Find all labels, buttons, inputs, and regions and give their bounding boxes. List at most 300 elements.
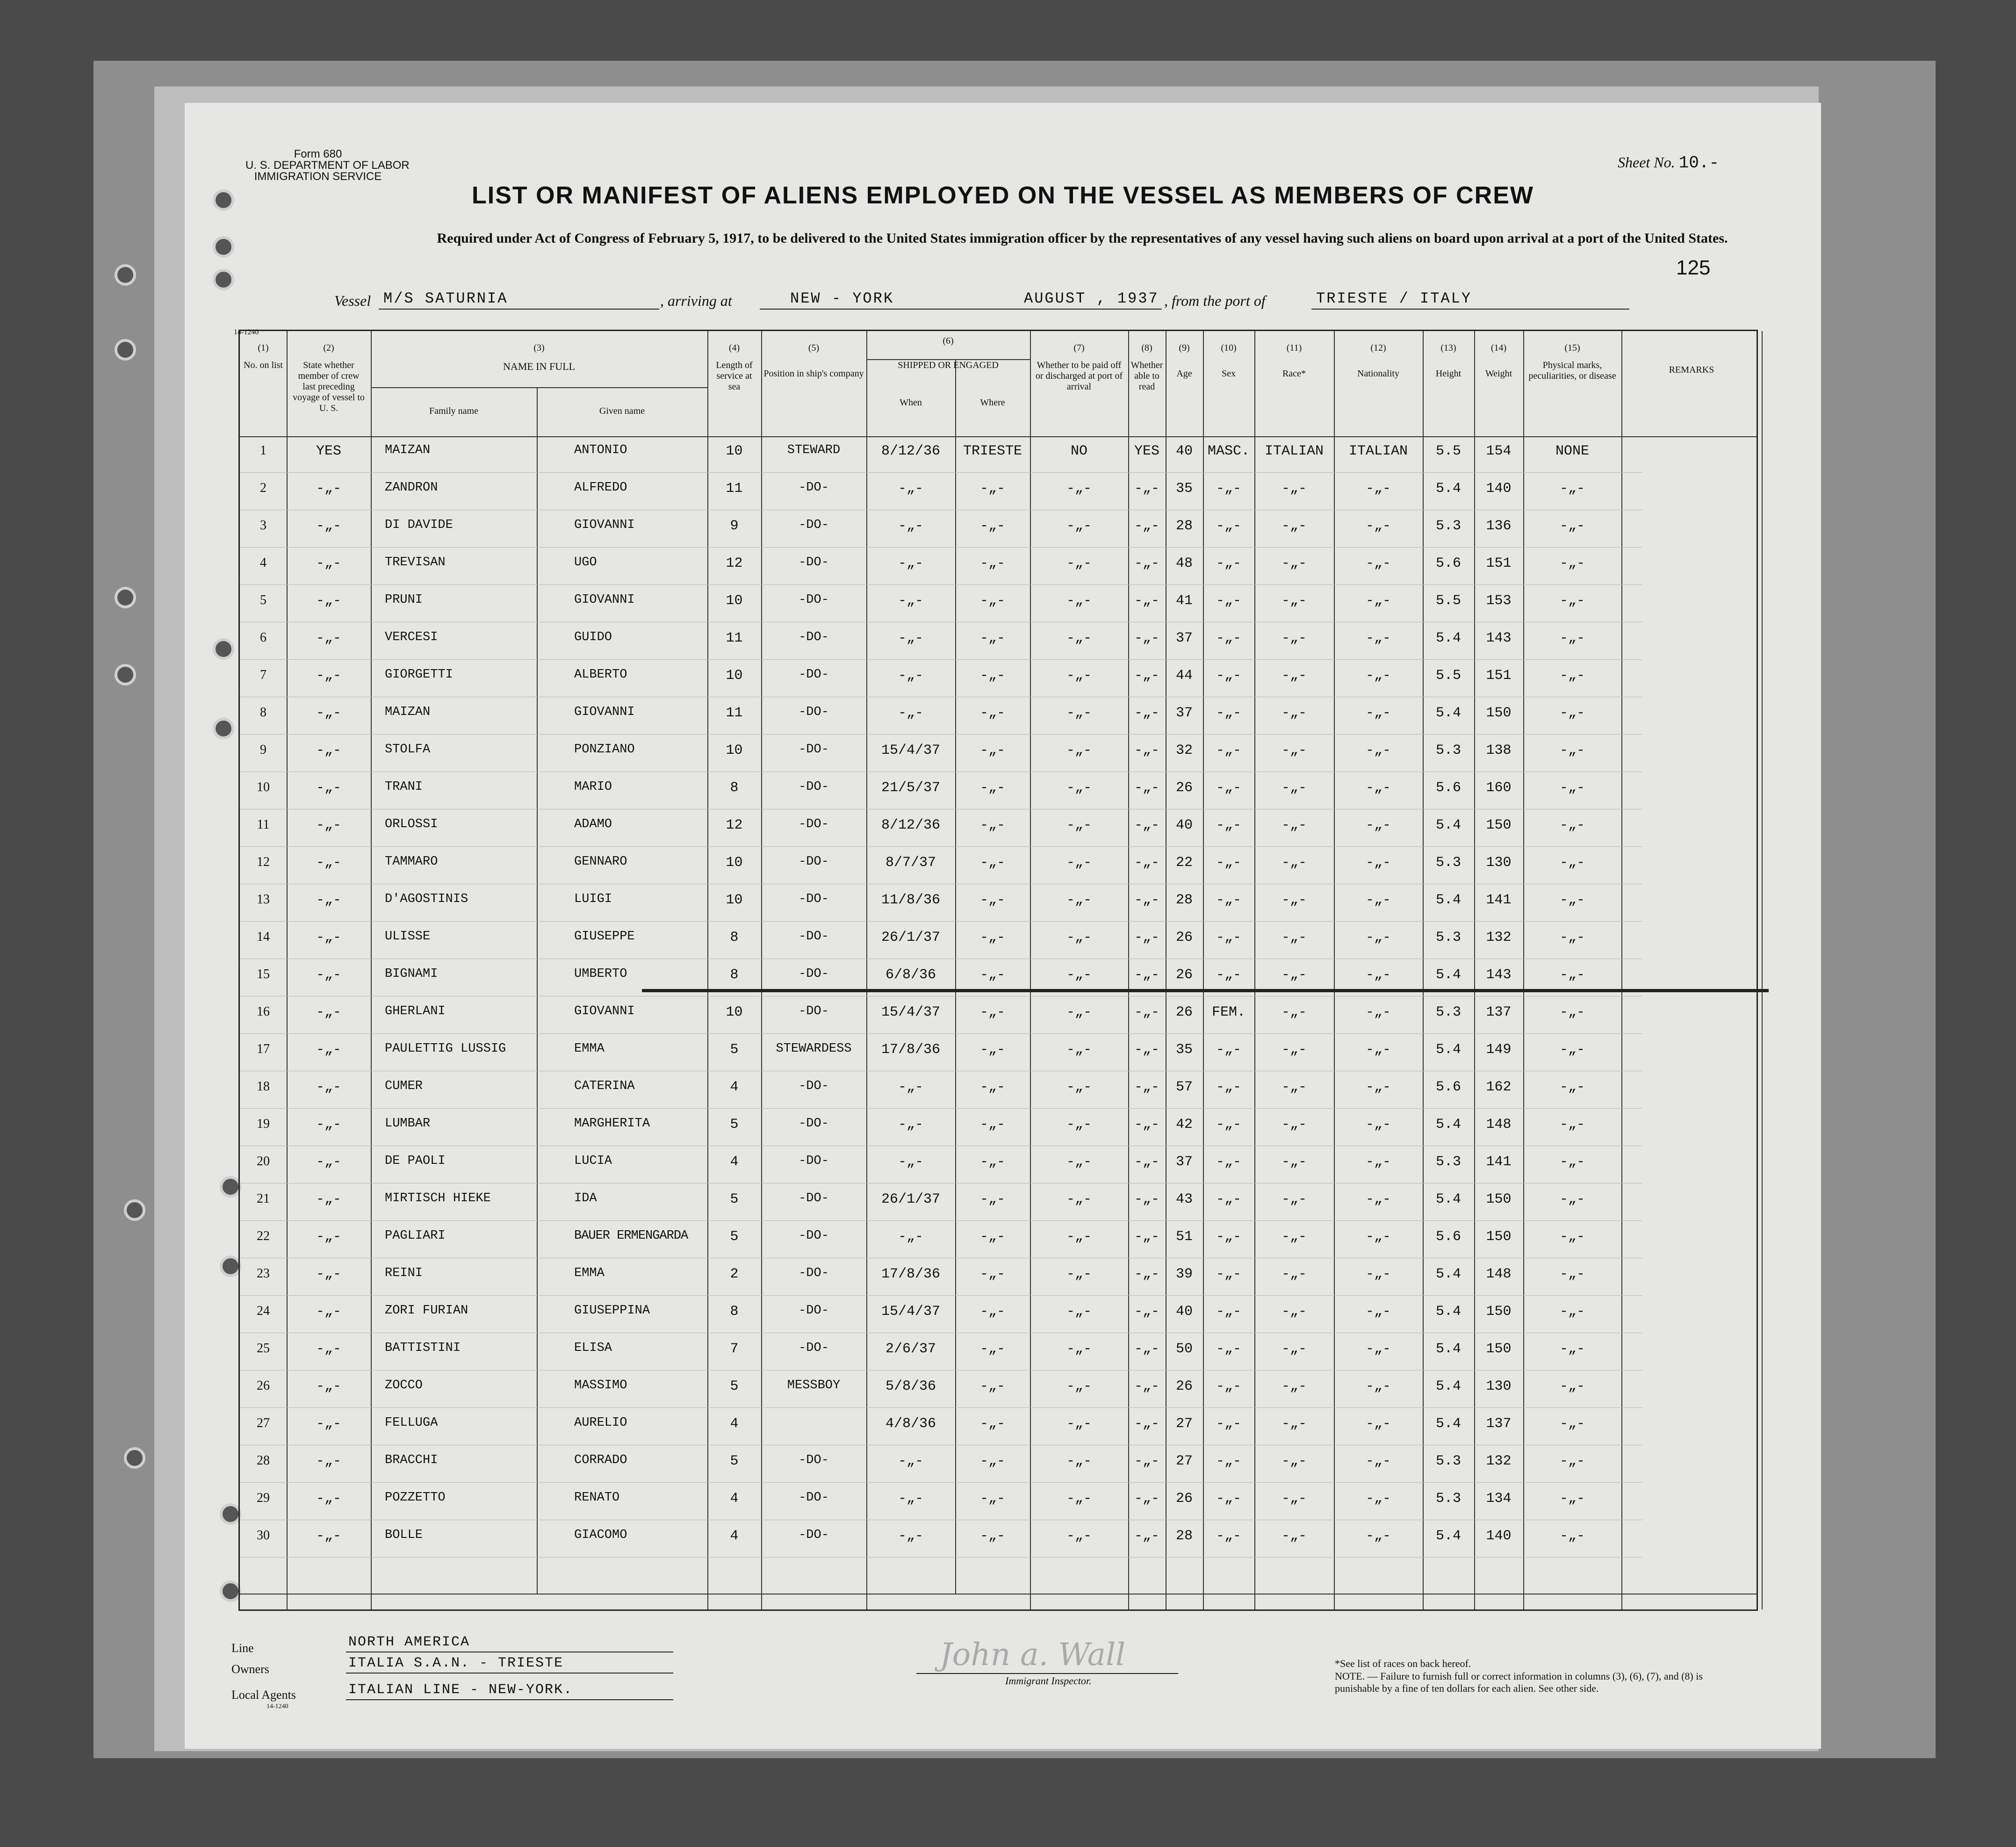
- cell-marks: -„-: [1559, 1416, 1585, 1432]
- cell-age: 43: [1175, 1191, 1193, 1207]
- cell-service: 2: [730, 1266, 739, 1282]
- cell-nat: -„-: [1365, 1453, 1391, 1469]
- cell-family: TRANI: [385, 780, 423, 794]
- cell-read: -„-: [1134, 1378, 1159, 1394]
- cell-height: 5.6: [1435, 780, 1461, 796]
- cell-prev: -„-: [316, 630, 341, 646]
- cell-paid: -„-: [1066, 1229, 1092, 1245]
- cell-height: 5.4: [1435, 1341, 1461, 1357]
- cell-given: GIOVANNI: [574, 518, 635, 532]
- cell-age: 28: [1175, 892, 1193, 908]
- cell-service: 8: [730, 967, 739, 983]
- cell-given: ADAMO: [574, 817, 612, 831]
- cell-service: 8: [730, 1304, 739, 1320]
- row-rule: [240, 472, 1642, 473]
- cell-age: 32: [1175, 743, 1193, 758]
- cell-service: 8: [730, 930, 739, 945]
- cell-family: TAMMARO: [385, 855, 438, 869]
- cell-where: -„-: [979, 1528, 1005, 1544]
- cell-prev: -„-: [316, 780, 341, 796]
- cell-position: -DO-: [799, 1117, 829, 1131]
- cell-position: -DO-: [799, 1191, 829, 1205]
- line-value: NORTH AMERICA: [348, 1634, 470, 1650]
- cell-height: 5.4: [1435, 481, 1461, 497]
- cell-sex: -„-: [1216, 1229, 1241, 1245]
- vessel-name: M/S SATURNIA: [383, 290, 508, 307]
- cell-sex: -„-: [1216, 930, 1241, 945]
- cell-paid: -„-: [1066, 855, 1092, 871]
- cell-race: -„-: [1281, 518, 1307, 534]
- cell-where: -„-: [979, 817, 1005, 833]
- cell-family: ULISSE: [385, 930, 431, 944]
- owners-underline: [346, 1673, 673, 1674]
- cell-weight: 140: [1486, 481, 1512, 497]
- cell-height: 5.6: [1435, 556, 1461, 571]
- cell-marks: -„-: [1559, 518, 1585, 534]
- cell-where: -„-: [979, 930, 1005, 945]
- cell-nat: -„-: [1365, 1229, 1391, 1245]
- cell-age: 57: [1175, 1079, 1193, 1095]
- cell-no: 29: [257, 1491, 270, 1505]
- cell-weight: 160: [1486, 780, 1512, 796]
- cell-no: 9: [260, 743, 266, 757]
- cell-position: -DO-: [799, 817, 829, 831]
- cell-paid: -„-: [1066, 1266, 1092, 1282]
- cell-no: 14: [257, 930, 270, 944]
- cell-marks: -„-: [1559, 855, 1585, 871]
- cell-height: 5.3: [1435, 855, 1461, 871]
- cell-prev: -„-: [316, 1416, 341, 1432]
- cell-read: -„-: [1134, 817, 1159, 833]
- cell-service: 4: [730, 1079, 739, 1095]
- from-port: TRIESTE / ITALY: [1316, 290, 1472, 307]
- cell-given: LUIGI: [574, 892, 612, 906]
- header-remarks: REMARKS: [1669, 365, 1714, 375]
- cell-no: 8: [260, 705, 266, 720]
- cell-paid: -„-: [1066, 930, 1092, 945]
- cell-no: 7: [260, 668, 266, 682]
- cell-weight: 132: [1486, 1453, 1512, 1469]
- cell-position: -DO-: [799, 668, 829, 682]
- cell-service: 5: [730, 1042, 739, 1058]
- form-department-block: [245, 148, 410, 183]
- cell-sex: -„-: [1216, 967, 1241, 983]
- cell-service: 4: [730, 1491, 739, 1507]
- col-num-11: (11): [1286, 343, 1302, 353]
- cell-height: 5.4: [1435, 817, 1461, 833]
- cell-race: -„-: [1281, 1341, 1307, 1357]
- cell-paid: -„-: [1066, 1117, 1092, 1133]
- races-note: *See list of races on back hereof.: [1335, 1658, 1471, 1669]
- cell-read: -„-: [1134, 630, 1159, 646]
- cell-paid: -„-: [1066, 1378, 1092, 1394]
- cell-prev: -„-: [316, 1191, 341, 1207]
- cell-nat: -„-: [1365, 1304, 1391, 1320]
- cell-sex: -„-: [1216, 630, 1241, 646]
- cell-family: MAIZAN: [385, 443, 431, 457]
- agents-value: ITALIAN LINE - NEW-YORK.: [348, 1682, 573, 1698]
- cell-given: ALFREDO: [574, 481, 627, 495]
- binder-hole: [115, 587, 136, 608]
- cell-no: 11: [257, 817, 270, 832]
- cell-weight: 141: [1486, 1154, 1512, 1170]
- cell-where: -„-: [979, 1416, 1005, 1432]
- cell-given: ELISA: [574, 1341, 612, 1355]
- col-num-7: (7): [1073, 343, 1085, 353]
- cell-read: YES: [1134, 443, 1159, 459]
- cell-where: -„-: [979, 1191, 1005, 1207]
- header-paid-off: Whether to be paid off or discharged at port of arrival: [1035, 360, 1123, 392]
- cell-where: -„-: [979, 630, 1005, 646]
- cell-age: 41: [1175, 593, 1193, 609]
- cell-given: GIOVANNI: [574, 705, 635, 719]
- binder-hole: [115, 664, 136, 685]
- cell-age: 28: [1175, 518, 1193, 534]
- cell-given: IDA: [574, 1191, 597, 1205]
- form-number: Form 680: [294, 148, 342, 160]
- cell-family: LUMBAR: [385, 1117, 431, 1131]
- cell-marks: -„-: [1559, 1042, 1585, 1058]
- row-rule: [240, 1108, 1642, 1109]
- col-num-6: (6): [943, 336, 954, 346]
- cell-nat: -„-: [1365, 630, 1391, 646]
- cell-race: -„-: [1281, 780, 1307, 796]
- cell-when: 17/8/36: [881, 1042, 941, 1058]
- cell-given: GIOVANNI: [574, 593, 635, 607]
- cell-height: 5.4: [1435, 892, 1461, 908]
- cell-when: -„-: [898, 705, 923, 721]
- cell-family: BATTISTINI: [385, 1341, 461, 1355]
- cell-no: 30: [257, 1528, 270, 1543]
- cell-age: 40: [1175, 443, 1193, 459]
- cell-paid: -„-: [1066, 817, 1092, 833]
- cell-when: 4/8/36: [885, 1416, 936, 1432]
- binder-hole: [213, 236, 234, 258]
- cell-weight: 132: [1486, 930, 1512, 945]
- row-rule: [240, 1407, 1642, 1408]
- cell-weight: 150: [1486, 1229, 1512, 1245]
- cell-sex: -„-: [1216, 518, 1241, 534]
- cell-where: -„-: [979, 1079, 1005, 1095]
- cell-nat: -„-: [1365, 1154, 1391, 1170]
- sheet-label: Sheet No.: [1618, 154, 1675, 171]
- cell-service: 10: [726, 1004, 743, 1020]
- cell-race: -„-: [1281, 1004, 1307, 1020]
- cell-position: -DO-: [799, 1491, 829, 1505]
- cell-race: -„-: [1281, 817, 1307, 833]
- row-rule: [240, 921, 1642, 922]
- cell-no: 4: [260, 556, 266, 570]
- cell-read: -„-: [1134, 1117, 1159, 1133]
- cell-height: 5.4: [1435, 1042, 1461, 1058]
- cell-position: -DO-: [799, 1341, 829, 1355]
- cell-prev: -„-: [316, 705, 341, 721]
- cell-when: -„-: [898, 1528, 923, 1544]
- cell-read: -„-: [1134, 1154, 1159, 1170]
- cell-where: -„-: [979, 1304, 1005, 1320]
- cell-prev: -„-: [316, 1266, 341, 1282]
- cell-position: -DO-: [799, 855, 829, 869]
- cell-sex: -„-: [1216, 1079, 1241, 1095]
- cell-prev: -„-: [316, 1042, 341, 1058]
- cell-family: POZZETTO: [385, 1491, 446, 1505]
- cell-marks: -„-: [1559, 1304, 1585, 1320]
- cell-paid: -„-: [1066, 705, 1092, 721]
- cell-family: PRUNI: [385, 593, 423, 607]
- cell-no: 5: [260, 593, 266, 607]
- cell-where: -„-: [979, 481, 1005, 497]
- cell-height: 5.5: [1435, 593, 1461, 609]
- cell-when: 8/12/36: [881, 817, 941, 833]
- cell-race: -„-: [1281, 1378, 1307, 1394]
- binder-hole: [213, 269, 234, 290]
- cell-nat: ITALIAN: [1348, 443, 1408, 459]
- cell-nat: -„-: [1365, 1378, 1391, 1394]
- cell-position: -DO-: [799, 967, 829, 981]
- cell-given: MASSIMO: [574, 1378, 627, 1392]
- cell-nat: -„-: [1365, 1004, 1391, 1020]
- cell-height: 5.3: [1435, 1004, 1461, 1020]
- cell-where: -„-: [979, 967, 1005, 983]
- cell-service: 7: [730, 1341, 739, 1357]
- cell-marks: -„-: [1559, 1079, 1585, 1095]
- cell-marks: -„-: [1559, 1191, 1585, 1207]
- cell-where: -„-: [979, 892, 1005, 908]
- cell-given: ANTONIO: [574, 443, 627, 457]
- cell-no: 23: [257, 1266, 270, 1281]
- cell-sex: -„-: [1216, 481, 1241, 497]
- cell-where: -„-: [979, 518, 1005, 534]
- cell-no: 6: [260, 630, 266, 645]
- cell-race: -„-: [1281, 1154, 1307, 1170]
- cell-race: -„-: [1281, 705, 1307, 721]
- cell-race: -„-: [1281, 1042, 1307, 1058]
- cell-height: 5.6: [1435, 1079, 1461, 1095]
- header-given-name: Given name: [599, 406, 645, 416]
- cell-position: MESSBOY: [787, 1378, 841, 1392]
- cell-age: 39: [1175, 1266, 1193, 1282]
- cell-position: -DO-: [799, 481, 829, 495]
- cell-read: -„-: [1134, 481, 1159, 497]
- cell-age: 26: [1175, 930, 1193, 945]
- cell-race: -„-: [1281, 630, 1307, 646]
- cell-prev: -„-: [316, 593, 341, 609]
- cell-paid: -„-: [1066, 780, 1092, 796]
- cell-family: D'AGOSTINIS: [385, 892, 468, 906]
- cell-race: -„-: [1281, 1491, 1307, 1507]
- cell-where: -„-: [979, 1266, 1005, 1282]
- cell-read: -„-: [1134, 1491, 1159, 1507]
- cell-prev: -„-: [316, 1304, 341, 1320]
- cell-service: 11: [726, 630, 743, 646]
- cell-sex: -„-: [1216, 1154, 1241, 1170]
- cell-height: 5.5: [1435, 668, 1461, 684]
- cell-sex: -„-: [1216, 1304, 1241, 1320]
- cell-read: -„-: [1134, 1341, 1159, 1357]
- row-rule: [240, 1295, 1642, 1296]
- cell-no: 2: [260, 481, 266, 495]
- cell-service: 5: [730, 1229, 739, 1245]
- cell-given: LUCIA: [574, 1154, 612, 1168]
- cell-position: -DO-: [799, 1453, 829, 1467]
- cell-read: -„-: [1134, 743, 1159, 758]
- cell-nat: -„-: [1365, 1079, 1391, 1095]
- cell-given: ALBERTO: [574, 668, 627, 682]
- cell-sex: -„-: [1216, 705, 1241, 721]
- header-where: Where: [980, 397, 1005, 408]
- cell-no: 21: [257, 1191, 270, 1206]
- cell-position: -DO-: [799, 780, 829, 794]
- row-rule: [240, 584, 1642, 585]
- cell-position: -DO-: [799, 1079, 829, 1093]
- cell-height: 5.6: [1435, 1229, 1461, 1245]
- row-rule: [240, 734, 1642, 735]
- cell-prev: -„-: [316, 1004, 341, 1020]
- cell-age: 48: [1175, 556, 1193, 571]
- cell-where: -„-: [979, 1491, 1005, 1507]
- cell-marks: -„-: [1559, 1491, 1585, 1507]
- cell-position: -DO-: [799, 930, 829, 944]
- cell-family: MAIZAN: [385, 705, 431, 719]
- cell-given: UGO: [574, 556, 597, 570]
- cell-position: -DO-: [799, 892, 829, 906]
- cell-read: -„-: [1134, 930, 1159, 945]
- sheet-number: [1618, 153, 1719, 173]
- col-num-10: (10): [1221, 343, 1237, 353]
- row-rule: [240, 1557, 1642, 1558]
- cell-height: 5.3: [1435, 743, 1461, 758]
- cell-height: 5.4: [1435, 1528, 1461, 1544]
- cell-given: AURELIO: [574, 1416, 627, 1430]
- arrival-date: AUGUST , 1937: [1024, 290, 1159, 307]
- cell-read: -„-: [1134, 556, 1159, 571]
- cell-sex: -„-: [1216, 668, 1241, 684]
- row-rule: [240, 846, 1642, 847]
- cell-nat: -„-: [1365, 817, 1391, 833]
- binder-hole: [213, 718, 234, 739]
- header-length-service: Length of service at sea: [716, 360, 753, 392]
- side-code: 14-1240: [234, 328, 259, 336]
- cell-paid: -„-: [1066, 1004, 1092, 1020]
- cell-no: 15: [257, 967, 270, 981]
- cell-prev: -„-: [316, 518, 341, 534]
- cell-family: ORLOSSI: [385, 817, 438, 831]
- cell-sex: -„-: [1216, 1453, 1241, 1469]
- cell-race: -„-: [1281, 1079, 1307, 1095]
- cell-race: -„-: [1281, 668, 1307, 684]
- cell-height: 5.4: [1435, 705, 1461, 721]
- cell-family: CUMER: [385, 1079, 423, 1093]
- cell-weight: 151: [1486, 556, 1512, 571]
- cell-service: 5: [730, 1191, 739, 1207]
- cell-position: -DO-: [799, 1154, 829, 1168]
- cell-when: -„-: [898, 556, 923, 571]
- cell-marks: -„-: [1559, 1229, 1585, 1245]
- cell-marks: -„-: [1559, 743, 1585, 758]
- cell-race: -„-: [1281, 743, 1307, 758]
- cell-prev: -„-: [316, 1229, 341, 1245]
- cell-paid: -„-: [1066, 1341, 1092, 1357]
- header-name-in-full: NAME IN FULL: [503, 361, 575, 372]
- cell-nat: -„-: [1365, 1117, 1391, 1133]
- cell-sex: -„-: [1216, 593, 1241, 609]
- row-rule: [240, 547, 1642, 548]
- cell-sex: -„-: [1216, 1117, 1241, 1133]
- cell-sex: -„-: [1216, 1491, 1241, 1507]
- cell-age: 37: [1175, 705, 1193, 721]
- cell-paid: -„-: [1066, 1079, 1092, 1095]
- cell-weight: 130: [1486, 855, 1512, 871]
- cell-weight: 150: [1486, 817, 1512, 833]
- cell-prev: -„-: [316, 481, 341, 497]
- cell-age: 26: [1175, 780, 1193, 796]
- cell-sex: -„-: [1216, 817, 1241, 833]
- cell-no: 10: [257, 780, 270, 794]
- cell-weight: 136: [1486, 518, 1512, 534]
- cell-position: -DO-: [799, 743, 829, 757]
- cell-family: FELLUGA: [385, 1416, 438, 1430]
- cell-where: -„-: [979, 1378, 1005, 1394]
- cell-paid: -„-: [1066, 1416, 1092, 1432]
- cell-when: 26/1/37: [881, 930, 941, 945]
- cell-where: -„-: [979, 1004, 1005, 1020]
- cell-race: -„-: [1281, 1191, 1307, 1207]
- cell-nat: -„-: [1365, 481, 1391, 497]
- cell-paid: NO: [1070, 443, 1087, 459]
- cell-where: -„-: [979, 556, 1005, 571]
- cell-given: EMMA: [574, 1266, 605, 1280]
- header-height: Height: [1435, 368, 1462, 379]
- owners-label: Owners: [231, 1662, 269, 1676]
- cell-prev: -„-: [316, 1079, 341, 1095]
- cell-weight: 153: [1486, 593, 1512, 609]
- fine-note: NOTE. — Failure to furnish full or correct information in columns (3), (6), (7), and (8) is punishable by a fine of ten dollars for each alien. See other side.: [1335, 1670, 1703, 1694]
- cell-age: 37: [1175, 630, 1193, 646]
- cell-weight: 150: [1486, 1304, 1512, 1320]
- col-num-8: (8): [1141, 343, 1152, 353]
- cell-service: 10: [726, 855, 743, 871]
- cell-height: 5.3: [1435, 1491, 1461, 1507]
- header-shipped: SHIPPED OR ENGAGED: [898, 360, 999, 370]
- cell-read: -„-: [1134, 1042, 1159, 1058]
- vessel-underline: [379, 309, 659, 310]
- cell-paid: -„-: [1066, 668, 1092, 684]
- cell-nat: -„-: [1365, 518, 1391, 534]
- cell-family: GHERLANI: [385, 1004, 446, 1018]
- cell-when: -„-: [898, 1154, 923, 1170]
- header-age: Age: [1176, 368, 1192, 379]
- cell-weight: 148: [1486, 1266, 1512, 1282]
- cell-service: 10: [726, 593, 743, 609]
- cell-weight: 140: [1486, 1528, 1512, 1544]
- cell-sex: -„-: [1216, 855, 1241, 871]
- cell-when: -„-: [898, 668, 923, 684]
- cell-sex: -„-: [1216, 1528, 1241, 1544]
- cell-age: 42: [1175, 1117, 1193, 1133]
- cell-no: 1: [260, 443, 266, 458]
- cell-family: DI DAVIDE: [385, 518, 453, 532]
- cell-given: GIUSEPPINA: [574, 1304, 650, 1318]
- cell-marks: -„-: [1559, 892, 1585, 908]
- cell-paid: -„-: [1066, 1154, 1092, 1170]
- cell-nat: -„-: [1365, 556, 1391, 571]
- cell-race: -„-: [1281, 855, 1307, 871]
- cell-service: 9: [730, 518, 739, 534]
- cell-prev: -„-: [316, 1117, 341, 1133]
- cell-family: PAULETTIG LUSSIG: [385, 1042, 506, 1056]
- col-num-9: (9): [1179, 343, 1190, 353]
- cell-when: -„-: [898, 1453, 923, 1469]
